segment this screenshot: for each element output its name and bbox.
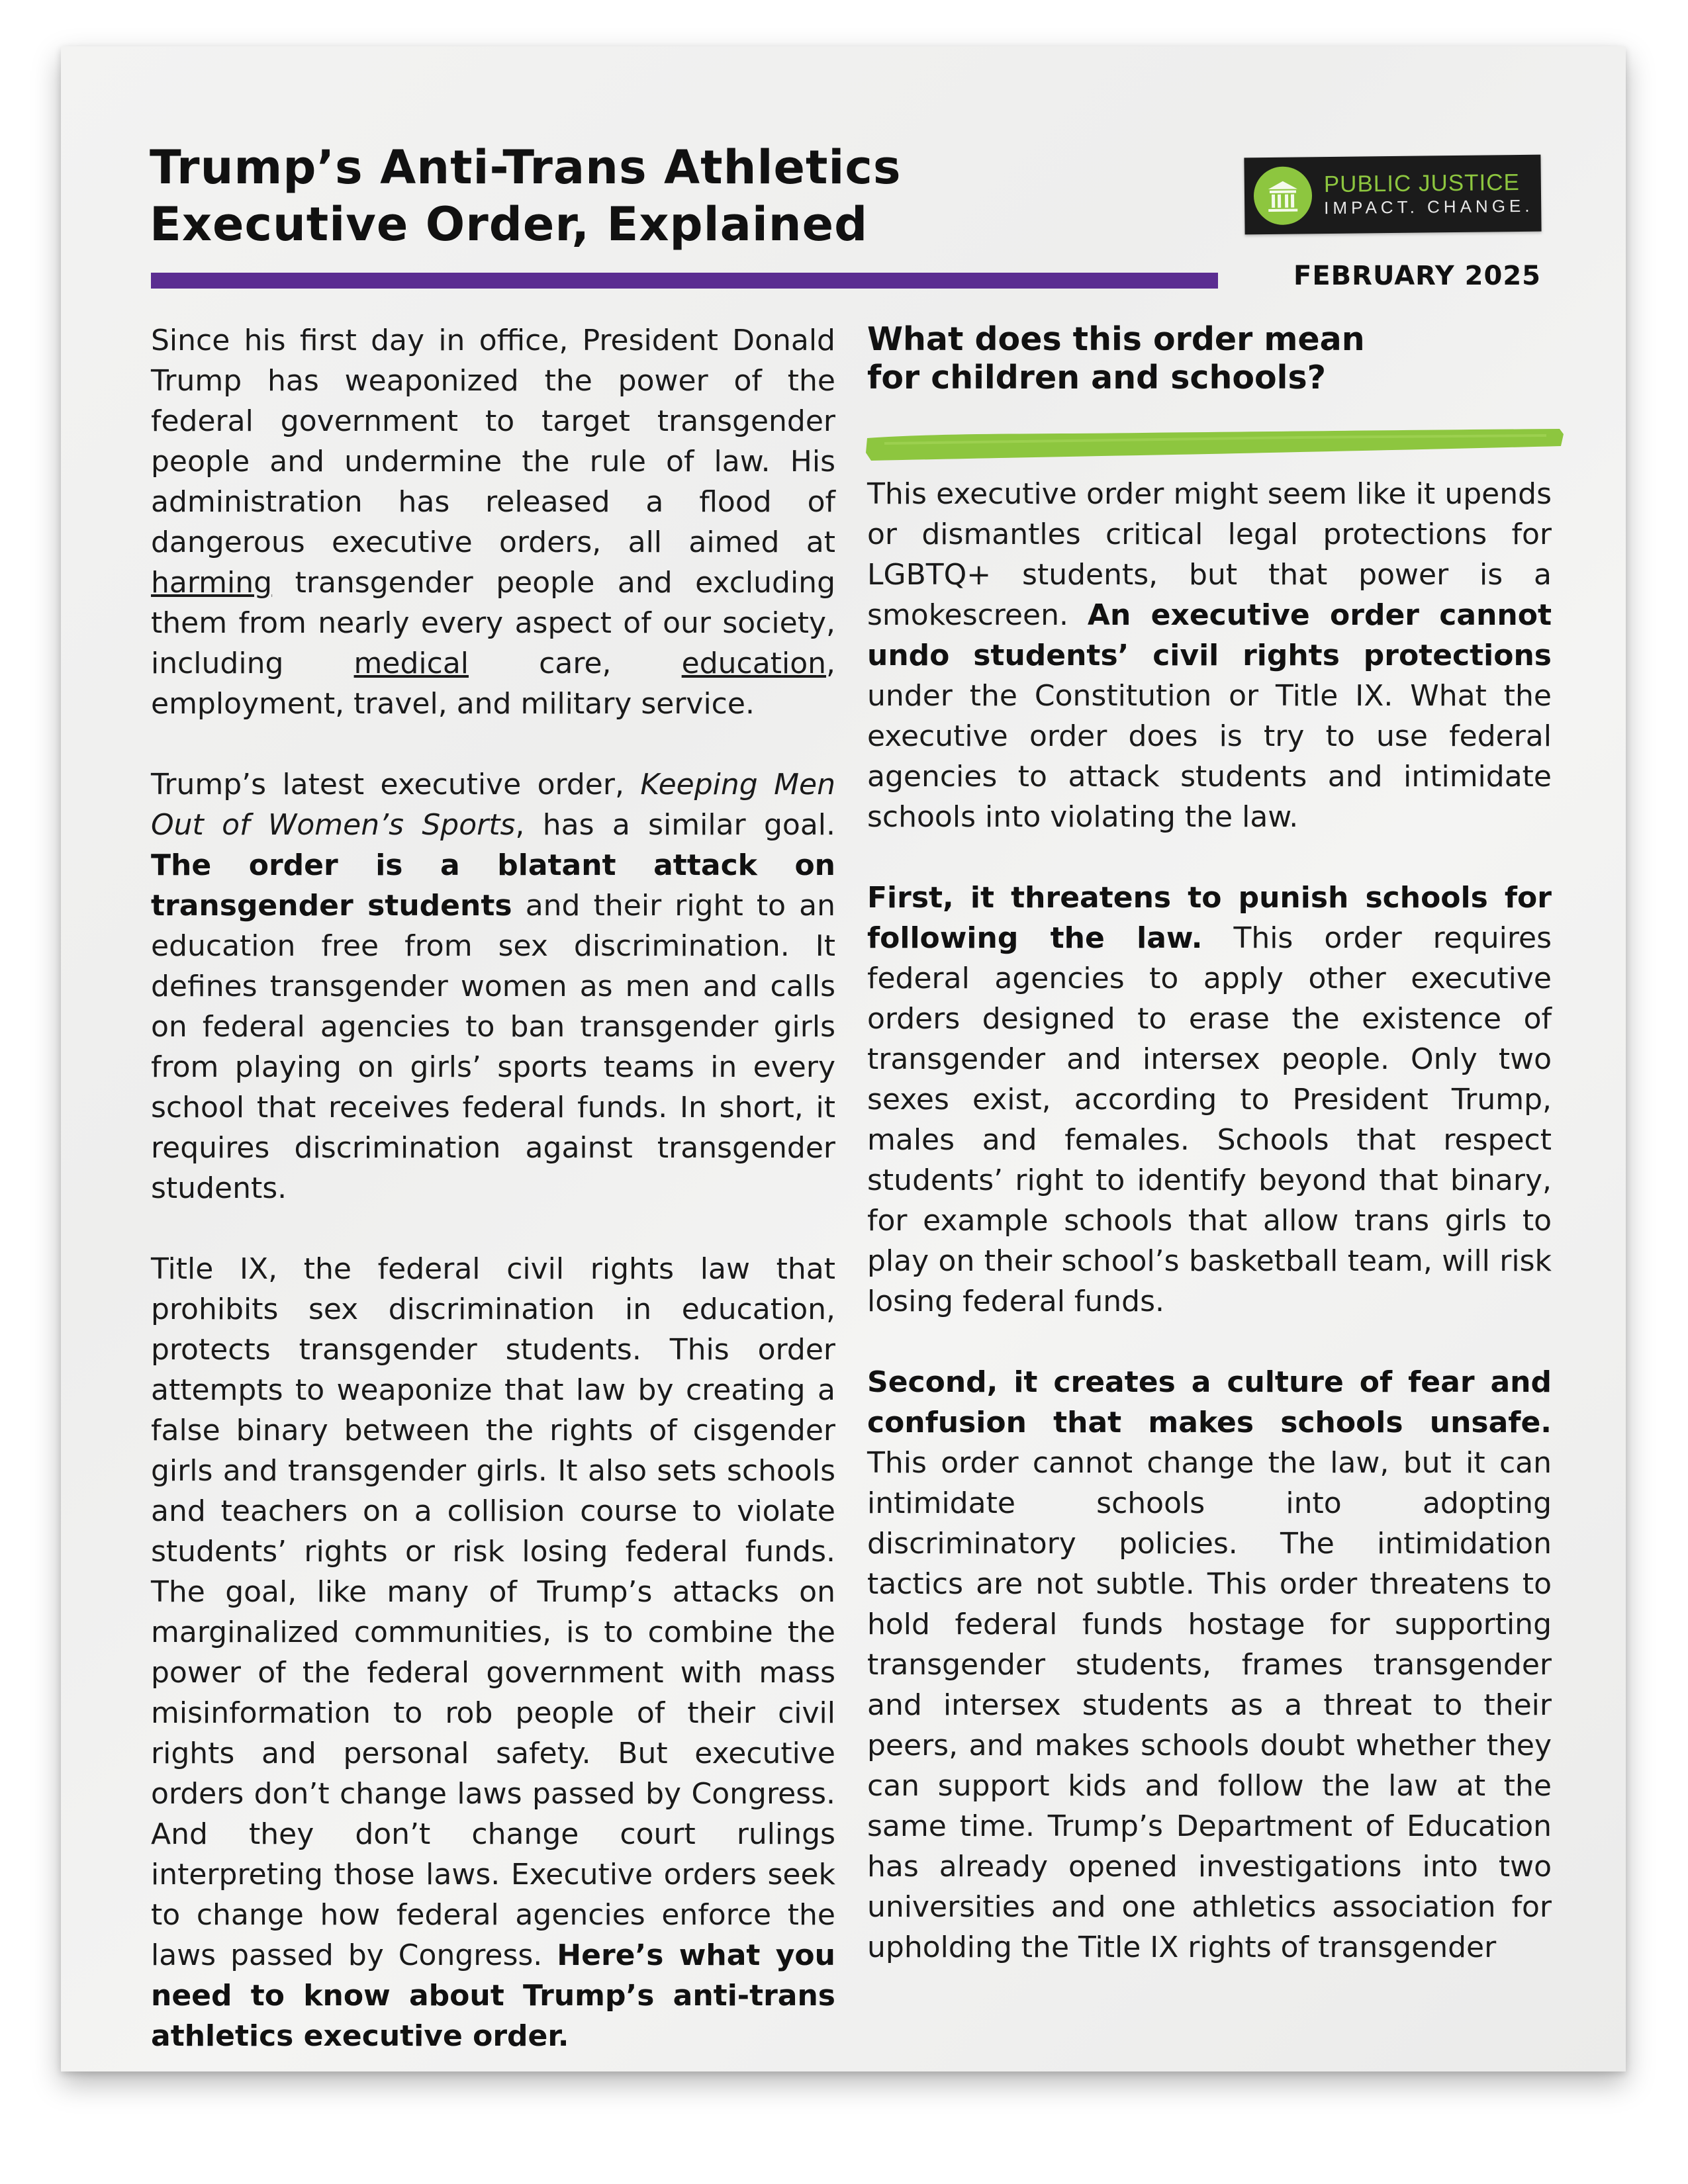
order-text-1: Trump’s latest executive order, — [151, 768, 641, 801]
public-justice-logo — [1244, 155, 1541, 235]
order-text-2: , has a similar goal. — [515, 808, 836, 842]
document-title — [150, 139, 1209, 253]
harming-link[interactable]: harming — [151, 566, 273, 600]
section-heading-line-1: What does this order mean — [867, 320, 1365, 358]
second-point-bold: Second, it creates a culture of fear and confusion that makes schools unsafe. — [867, 1365, 1552, 1439]
green-brush-stroke — [865, 424, 1566, 463]
medical-link[interactable]: medical — [353, 647, 469, 680]
logo-wordmark — [1324, 170, 1534, 218]
smokescreen-text-1: This executive order might seem like it upends or dismantles critical legal protections for LGBTQ+ students, but that power is a smokescreen. — [867, 477, 1552, 632]
intro-text-3: care, — [469, 647, 682, 680]
education-link[interactable]: education — [681, 647, 826, 680]
section-heading — [867, 320, 1556, 397]
intro-text-1: Since his first day in office, President Donald Trump has weaponized the power of the federal government to target transgender people and undermine the rule of law. His administration has released a flood of dangerous executive orders, all aimed at — [151, 324, 835, 559]
order-paragraph — [151, 764, 835, 1208]
intro-text-2: transgender people and excluding them from nearly every aspect of our society, including — [151, 566, 835, 680]
order-text-bold: The order is a blatant attack on transgender students — [151, 848, 835, 923]
smokescreen-text-2: under the Constitution or Title IX. What the executive order does is try to use federal agencies to attack students and intimidate schools into violating the law. — [867, 679, 1552, 834]
logo-name: PUBLIC JUSTICE — [1323, 169, 1521, 198]
first-point-text: This order requires federal agencies to apply other executive orders designed to erase the existence of transgender and intersex people. Only two sexes exist, according to President Trump, males and females. Schools that respect students’ right to identify beyond that binary, for example schools that allow trans girls to play on their school’s basketball team, will risk losing federal funds. — [867, 921, 1552, 1318]
logo-tagline: IMPACT. CHANGE. — [1324, 195, 1534, 218]
intro-paragraph — [151, 320, 835, 724]
title-ix-text: Title IX, the federal civil rights law that prohibits sex discrimination in education, protects transgender students. This order attempts to weaponize that law by creating a false binary between the rights of cisgender girls and transgender girls. It also sets schools and teachers on a collision course to violate students’ rights or risk losing federal funds. The goal, like many of Trump’s attacks on marginalized communities, is to combine the power of the federal government with mass misinformation to rob people of their civil rights and personal safety. But executive orders don’t change laws passed by Congress. And they don’t change court rulings interpreting those laws. Executive orders seek to change how federal agencies enforce the laws passed by Congress. — [151, 1252, 835, 1972]
title-line-1: Trump’s Anti-Trans Athletics — [150, 140, 902, 195]
order-title-italic: Keeping Men Out of Women’s Sports — [151, 768, 836, 842]
section-heading-line-2: for children and schools? — [867, 359, 1327, 396]
title-ix-paragraph — [151, 1249, 835, 2056]
right-column — [867, 474, 1552, 1968]
publication-date: FEBRUARY 2025 — [1293, 261, 1541, 291]
title-ix-text-bold: Here’s what you need to know about Trump’s anti-trans athletics executive order. — [151, 1938, 835, 2053]
first-point-paragraph — [867, 878, 1552, 1322]
order-text-3: and their right to an education free from sex discrimination. It defines transgender women as men and calls on federal agencies to ban transgender girls from playing on girls’ sports teams in every school that receives federal funds. In short, it requires discrimination against transgender students. — [151, 889, 836, 1205]
second-point-paragraph — [867, 1362, 1552, 1968]
second-point-text: This order cannot change the law, but it can intimidate schools into adopting discriminatory policies. The intimidation tactics are not subtle. This order threatens to hold federal funds hostage for supporting transgender students, frames transgender and intersex students as a threat to their peers, and makes schools doubt whether they can support kids and follow the law at the same time. Trump’s Department of Education has already opened investigations into two universities and one athletics association for upholding the Title IX rights of transgender — [867, 1446, 1552, 1964]
intro-text-4: , employment, travel, and military service. — [151, 647, 835, 721]
smokescreen-text-bold: An executive order cannot undo students’ civil rights protections — [867, 598, 1552, 672]
smokescreen-paragraph — [867, 474, 1552, 837]
pillar-building-icon — [1254, 166, 1313, 225]
first-point-bold: First, it threatens to punish schools for following the law. — [867, 881, 1552, 955]
title-underline-rule — [151, 273, 1218, 289]
left-column — [151, 320, 835, 2056]
title-line-2: Executive Order, Explained — [150, 197, 868, 251]
